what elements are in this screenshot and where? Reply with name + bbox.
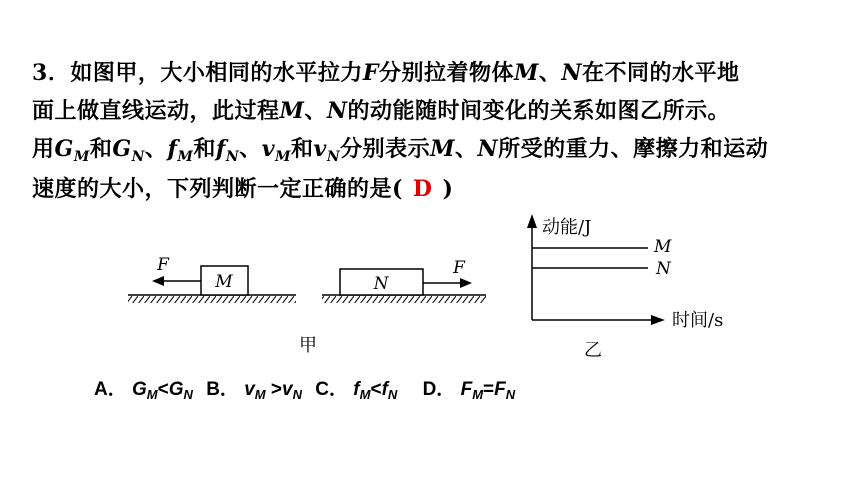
- question-line-2: 面上做直线运动，此过程M、N的动能随时间变化的关系如图乙所示。: [32, 98, 731, 124]
- question-line-1: 3．如图甲，大小相同的水平拉力F分别拉着物体M、N在不同的水平地: [32, 60, 740, 86]
- ground-left: [128, 295, 296, 303]
- option-c[interactable]: C． $f_M<f_N$: [315, 379, 398, 402]
- block-n-label: N: [373, 274, 389, 294]
- option-b[interactable]: B． $v_M >v_N$: [206, 379, 302, 402]
- y-axis-label: 动能/J: [542, 217, 592, 238]
- option-a[interactable]: A． $G_M<G_N$: [94, 379, 193, 402]
- x-axis-arrow-icon: [651, 315, 665, 325]
- figure-jia-caption: 甲: [299, 335, 317, 356]
- question-number: 3: [32, 60, 48, 86]
- question-line-4: 速度的大小，下列判断一定正确的是( D ): [32, 176, 454, 202]
- ground-right: [322, 295, 486, 303]
- force-left-label: F: [157, 255, 169, 275]
- line-n-label: N: [656, 259, 671, 279]
- y-axis-arrow-icon: [527, 214, 537, 228]
- option-d[interactable]: D． $F_M=F_N$: [422, 379, 516, 402]
- x-axis-label: 时间/s: [672, 310, 724, 331]
- force-arrow-right: [423, 278, 472, 288]
- question-line-3: 用$G_M$和$G_N$、$f_M$和$f_N$、$v_M$和$v_N$分别表示M、N所受的重力、摩擦力和运动: [32, 136, 769, 165]
- answer-mark: D: [412, 176, 433, 202]
- force-arrow-left: [152, 276, 201, 286]
- force-right-label: F: [453, 258, 465, 278]
- line-m-label: M: [654, 237, 672, 257]
- answer-options: [94, 376, 523, 404]
- figure-yi-caption: 乙: [584, 340, 602, 361]
- block-m-label: M: [215, 272, 233, 292]
